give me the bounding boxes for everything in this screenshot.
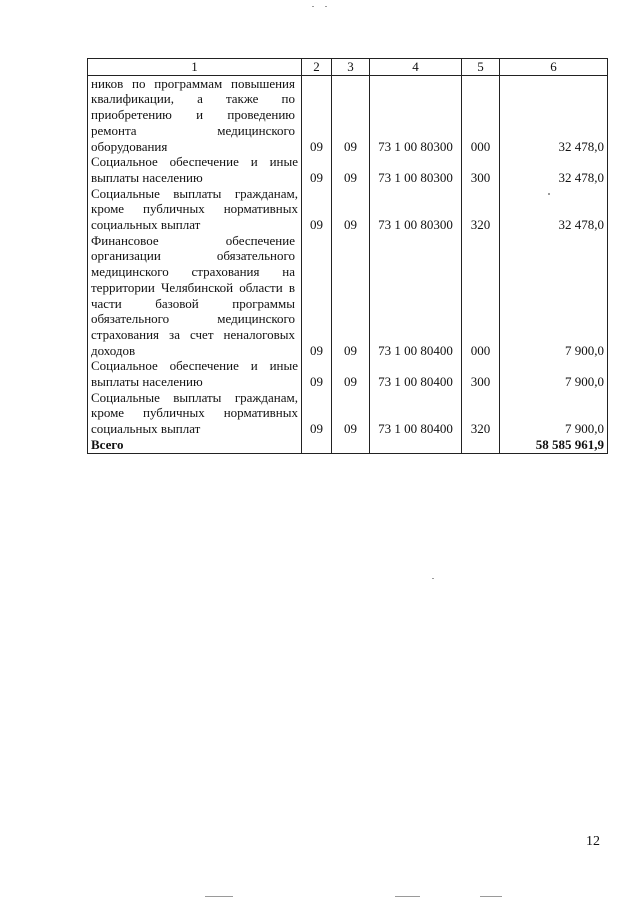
scan-speck: [395, 896, 420, 897]
row-code-3: 09: [332, 186, 370, 233]
table-row: [88, 390, 608, 437]
table-row: [88, 75, 608, 154]
scan-speck: [325, 6, 327, 7]
row-code-5: 320: [462, 186, 500, 233]
row-amount: 7 900,0: [500, 358, 608, 389]
table-row: [88, 358, 608, 389]
row-code-4: 73 1 00 80300: [370, 75, 462, 154]
total-amount: 58 585 961,9: [500, 437, 608, 453]
scan-speck: [205, 896, 233, 897]
header-row: [88, 59, 608, 76]
row-code-3: 09: [332, 390, 370, 437]
total-empty-5: [462, 437, 500, 453]
row-amount: 7 900,0: [500, 390, 608, 437]
row-amount: 32 478,0: [500, 186, 608, 233]
row-code-3: 09: [332, 358, 370, 389]
row-code-3: 09: [332, 154, 370, 185]
total-empty-2: [302, 437, 332, 453]
row-name: Социальное обеспечение и иные выплаты населению: [88, 358, 302, 389]
col-header-3: 3: [332, 59, 370, 76]
row-code-4: 73 1 00 80400: [370, 390, 462, 437]
row-code-5: 320: [462, 390, 500, 437]
row-name: Социальное обеспечение и иные выплаты населению: [88, 154, 302, 185]
col-header-4: 4: [370, 59, 462, 76]
row-code-2: 09: [302, 390, 332, 437]
scan-speck: [480, 896, 502, 897]
budget-table: [87, 58, 608, 454]
row-code-2: 09: [302, 186, 332, 233]
row-code-2: 09: [302, 154, 332, 185]
table-row: [88, 233, 608, 359]
row-amount: 32 478,0: [500, 75, 608, 154]
total-empty-4: [370, 437, 462, 453]
row-code-5: 300: [462, 154, 500, 185]
row-code-4: 73 1 00 80300: [370, 154, 462, 185]
row-code-2: 09: [302, 75, 332, 154]
row-name: Финансовое обеспечение организации обязательного медицинского страхования на территории Челябинской области в части базовой программы обязательного медицинского страхования за счет неналоговых доходов: [88, 233, 302, 359]
table-row: [88, 154, 608, 185]
row-code-4: 73 1 00 80300: [370, 186, 462, 233]
scan-speck: [312, 6, 314, 7]
row-amount: 7 900,0: [500, 233, 608, 359]
col-header-1: 1: [88, 59, 302, 76]
row-code-2: 09: [302, 233, 332, 359]
row-code-5: 300: [462, 358, 500, 389]
col-header-5: 5: [462, 59, 500, 76]
row-code-3: 09: [332, 75, 370, 154]
row-name: ников по программам повышения квалификации, а также по приобретению и проведению ремонта медицинского оборудования: [88, 75, 302, 154]
page-number: 12: [586, 834, 600, 849]
total-empty-3: [332, 437, 370, 453]
row-code-4: 73 1 00 80400: [370, 233, 462, 359]
row-code-5: 000: [462, 233, 500, 359]
row-code-2: 09: [302, 358, 332, 389]
row-code-3: 09: [332, 233, 370, 359]
table-row: [88, 186, 608, 233]
col-header-2: 2: [302, 59, 332, 76]
total-row: [88, 437, 608, 453]
total-label: Всего: [88, 437, 302, 453]
row-name: Социальные выплаты гражданам, кроме публичных нормативных социальных выплат: [88, 186, 302, 233]
scan-speck: [548, 193, 550, 195]
col-header-6: 6: [500, 59, 608, 76]
scan-speck: [432, 578, 434, 579]
row-code-5: 000: [462, 75, 500, 154]
row-amount: 32 478,0: [500, 154, 608, 185]
row-code-4: 73 1 00 80400: [370, 358, 462, 389]
row-name: Социальные выплаты гражданам, кроме публичных нормативных социальных выплат: [88, 390, 302, 437]
